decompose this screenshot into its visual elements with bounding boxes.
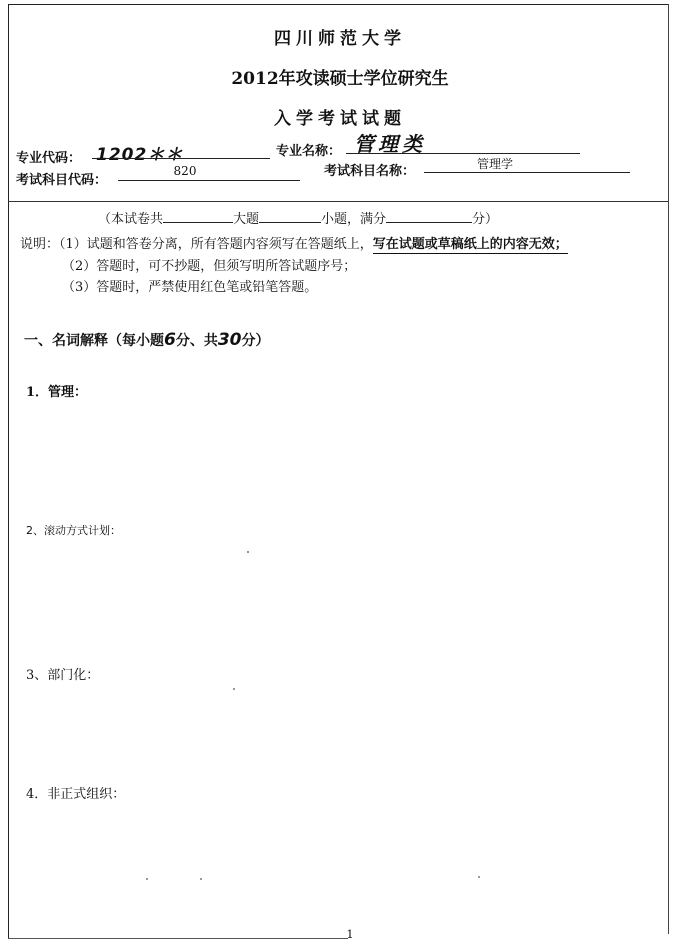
scan-speck — [247, 551, 249, 553]
note-item-2: （2）答题时，可不抄题，但须写明所答试题序号； — [62, 259, 357, 274]
section-1-heading — [24, 330, 270, 350]
major-code-value: 1202＊＊ — [96, 145, 184, 165]
scan-speck — [478, 876, 480, 878]
paper-info-prefix: （本试卷共 — [98, 212, 164, 227]
blank-total-questions — [259, 210, 321, 223]
page-border-right — [668, 4, 669, 934]
major-name-label: 专业名称： — [276, 144, 342, 159]
page-border-left — [8, 4, 9, 938]
paper-info-line — [98, 208, 498, 227]
note-item-1-text: （1）试题和答卷分离，所有答题内容须写在答题纸上， — [59, 237, 373, 252]
university-name: 四川师范大学 — [274, 29, 406, 49]
scan-speck — [233, 688, 235, 690]
subject-code-label: 考试科目代码： — [16, 173, 108, 188]
page-border-top — [8, 4, 668, 5]
note-label: 说明： — [20, 237, 60, 252]
header-divider — [8, 201, 668, 202]
major-code-label: 专业代码： — [16, 151, 82, 166]
subject-name-underline — [424, 172, 630, 173]
question-3: 3、部门化： — [26, 668, 100, 683]
scan-speck — [200, 878, 202, 880]
subject-name-label: 考试科目名称： — [324, 164, 416, 179]
major-name-underline — [346, 153, 580, 154]
section-1-mid: 分、共 — [175, 333, 218, 349]
paper-info-mid2: 小题，满分 — [321, 212, 387, 227]
note-item-3: （3）答题时，严禁使用红色笔或铅笔答题。 — [62, 280, 318, 295]
major-code-underline — [92, 158, 270, 159]
major-name-value: 管理类 — [354, 132, 426, 156]
section-1-suffix: 分） — [241, 333, 270, 349]
section-1-total-score: 30 — [217, 330, 242, 350]
question-4: 4．非正式组织： — [26, 787, 126, 802]
section-1-prefix: 一、名词解释（每小题 — [24, 333, 164, 349]
note-item-1 — [20, 233, 568, 252]
subject-name-value: 管理学 — [476, 157, 513, 171]
question-1: 1．管理： — [26, 385, 88, 400]
paper-info-suffix: 分） — [472, 212, 499, 227]
subject-code-underline — [118, 180, 300, 181]
exam-title: 2012年攻读硕士学位研究生 — [231, 69, 449, 89]
subject-code-value: 820 — [173, 164, 197, 178]
page-number: 1 — [346, 928, 354, 941]
blank-total-parts — [163, 210, 233, 223]
blank-full-score — [386, 210, 472, 223]
paper-info-mid1: 大题 — [233, 212, 260, 227]
section-1-per-item-score: 6 — [164, 330, 176, 350]
note-item-1-emphasis: 写在试题或草稿纸上的内容无效； — [372, 237, 568, 252]
scan-speck — [146, 878, 148, 880]
question-2: 2、滚动方式计划： — [26, 524, 121, 537]
paper-type: 入学考试试题 — [274, 109, 406, 129]
